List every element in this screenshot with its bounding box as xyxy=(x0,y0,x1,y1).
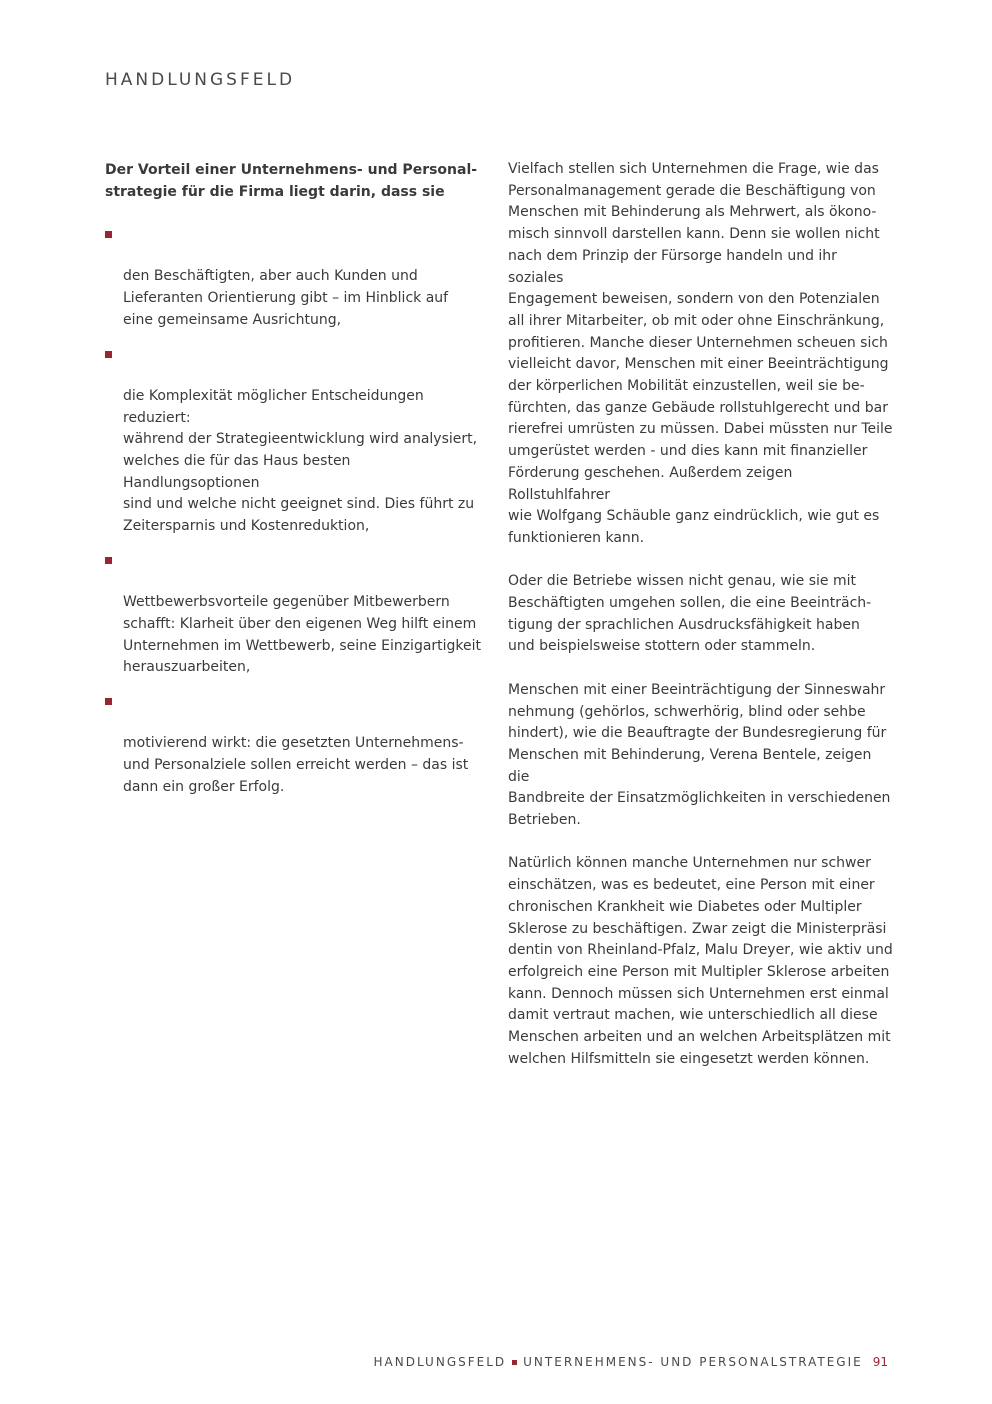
footer-chapter: UNTERNEHMENS- UND PERSONALSTRATEGIE xyxy=(523,1355,863,1369)
list-item xyxy=(105,549,485,679)
square-bullet-icon xyxy=(105,557,112,564)
page-footer xyxy=(374,1355,888,1369)
paragraph: Menschen mit einer Beeinträchtigung der Sinneswahr nehmung (gehörlos, schwerhörig, blind oder sehbe hindert), wie die Beauftragte der Bundesregierung für Menschen mit Behinderung, Verena Bentele, zeigen die Bandbreite der Einsatzmöglichkeiten in verschiedenen Betrieben. xyxy=(508,681,891,829)
list-item xyxy=(105,690,485,799)
list-item-text: motivierend wirkt: die gesetzten Unternehmens- und Personalziele sollen erreicht werden – das ist dann ein großer Erfolg. xyxy=(123,735,469,795)
footer-section: HANDLUNGSFELD xyxy=(373,1355,507,1369)
list-item-text: die Komplexität möglicher Entscheidungen reduziert: während der Strategieentwicklung wird analysiert, welches die für das Haus besten Handlungsoptionen sind und welche nicht geeignet sind. Dies führt zu Zeitersparnis und Kostenreduktion, xyxy=(123,387,478,535)
list-item xyxy=(105,343,485,538)
paragraph: Oder die Betriebe wissen nicht genau, wie sie mit Beschäftigten umgehen sollen, die eine Beeinträch- tigung der sprachlichen Ausdrucksfähigkeit haben und beispielsweise stottern oder stammeln. xyxy=(508,573,872,655)
right-column xyxy=(508,159,893,1092)
bullet-list xyxy=(105,223,485,799)
list-item-text: Wettbewerbsvorteile gegenüber Mitbewerbern schafft: Klarheit über den eigenen Weg hilft einem Unternehmen im Wettbewerb, seine Einzigartigkeit herauszuarbeiten, xyxy=(123,594,482,676)
list-item-text: den Beschäftigten, aber auch Kunden und Lieferanten Orientierung gibt – im Hinblick auf eine gemeinsame Ausrichtung, xyxy=(123,268,449,328)
left-column xyxy=(105,159,485,810)
paragraph: Vielfach stellen sich Unternehmen die Frage, wie das Personalmanagement gerade die Beschäftigung von Menschen mit Behinderung als Mehrwert, als ökono- misch sinnvoll darstellen kann. Denn sie wollen nicht nach dem Prinzip der Fürsorge handeln und ihr soziales Engagement beweisen, sondern von den Potenzialen all ihrer Mitarbeiter, ob mit oder ohne Einschränkung, profitieren. Manche dieser Unternehmen scheuen sich vielleicht davor, Menschen mit einer Beeinträchtigung der körperlichen Mobilität einzustellen, weil sie be- fürchten, das ganze Gebäude rollstuhlgerecht und bar rierefrei umrüsten zu müssen. Dabei müssten nur Teile umgerüstet werden - und dies kann mit finanzieller Förderung geschehen. Außerdem zeigen Rollstuhlfahrer wie Wolfgang Schäuble ganz eindrücklich, wie gut es funktionieren kann. xyxy=(508,161,893,546)
intro-text: Der Vorteil einer Unternehmens- und Personal- strategie für die Firma liegt darin, dass sie xyxy=(105,162,478,200)
square-bullet-icon xyxy=(105,231,112,238)
square-bullet-icon xyxy=(105,351,112,358)
paragraph: Natürlich können manche Unternehmen nur schwer einschätzen, was es bedeutet, eine Person mit einer chronischen Krankheit wie Diabetes oder Multipler Sklerose zu beschäftigen. Zwar zeigt die Ministerpräsi dentin von Rheinland-Pfalz, Malu Dreyer, wie aktiv und erfolgreich eine Person mit Multipler Sklerose arbeiten kann. Dennoch müssen sich Unternehmen erst einmal damit vertraut machen, wie unterschiedlich all diese Menschen arbeiten und an welchen Arbeitsplätzen mit welchen Hilfsmitteln sie eingesetzt werden können. xyxy=(508,855,893,1067)
square-separator-icon xyxy=(512,1360,517,1365)
page-header: HANDLUNGSFELD xyxy=(105,70,296,90)
page-number: 91 xyxy=(872,1355,888,1369)
square-bullet-icon xyxy=(105,698,112,705)
list-item xyxy=(105,223,485,332)
